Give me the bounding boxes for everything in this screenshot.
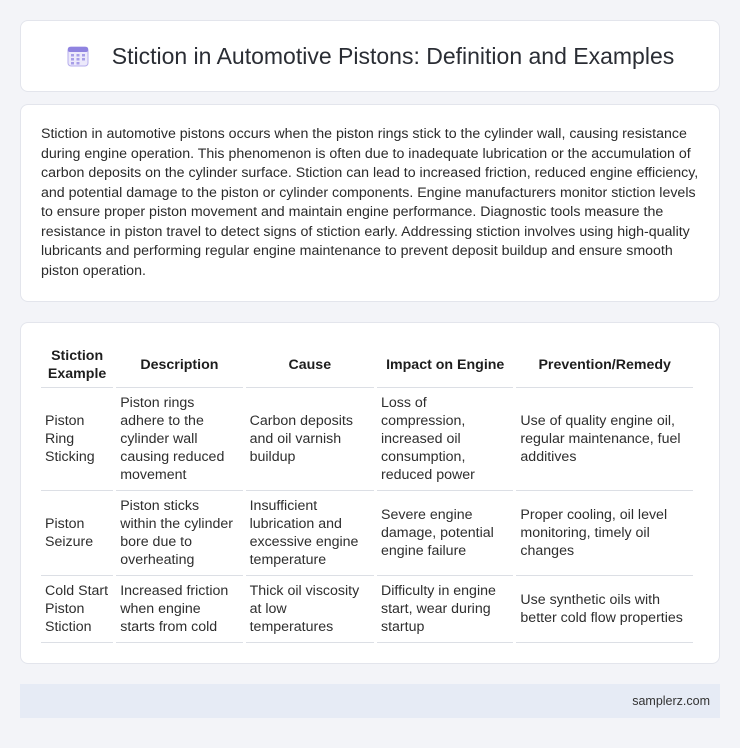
table-row bbox=[41, 388, 693, 491]
intro-paragraph: Stiction in automotive pistons occurs when the piston rings stick to the cylinder wall, causing resistance during engine operation. This phenomenon is often due to inadequate lubrication or the accumulation of carbon deposits on the cylinder surface. Stiction can lead to increased friction, reduced engine efficiency, and potential damage to the piston or cylinder components. Engine manufacturers monitor stiction levels to ensure proper piston movement and maintain engine performance. Diagnostic tools measure the resistance in piston travel to detect signs of stiction early. Addressing stiction involves using high-quality lubricants and performing regular engine maintenance to prevent deposit buildup and ensure smooth piston operation. bbox=[41, 126, 699, 279]
table-cell: Carbon deposits and oil varnish buildup bbox=[246, 388, 374, 491]
column-header: Impact on Engine bbox=[377, 343, 513, 388]
table-cell: Piston rings adhere to the cylinder wall causing reduced movement bbox=[116, 388, 242, 491]
table-cell: Loss of compression, increased oil consumption, reduced power bbox=[377, 388, 513, 491]
column-header: Cause bbox=[246, 343, 374, 388]
table-cell: Severe engine damage, potential engine failure bbox=[377, 491, 513, 576]
footer-site-link[interactable]: samplerz.com bbox=[632, 694, 710, 708]
column-header: Stiction Example bbox=[41, 343, 113, 388]
header-card bbox=[20, 20, 720, 92]
table-cell: Cold Start Piston Stiction bbox=[41, 576, 113, 643]
table-cell: Difficulty in engine start, wear during startup bbox=[377, 576, 513, 643]
table-row bbox=[41, 491, 693, 576]
intro-card bbox=[20, 104, 720, 302]
calendar-grid-icon bbox=[66, 44, 90, 68]
column-header: Description bbox=[116, 343, 242, 388]
table-header-row bbox=[41, 343, 693, 388]
table-row bbox=[41, 576, 693, 643]
stiction-table bbox=[38, 343, 696, 643]
table-cell: Piston Ring Sticking bbox=[41, 388, 113, 491]
table-cell: Insufficient lubrication and excessive engine temperature bbox=[246, 491, 374, 576]
page-title: Stiction in Automotive Pistons: Definition and Examples bbox=[111, 42, 675, 69]
table-card bbox=[20, 322, 720, 664]
table-cell: Piston sticks within the cylinder bore due to overheating bbox=[116, 491, 242, 576]
table-cell: Thick oil viscosity at low temperatures bbox=[246, 576, 374, 643]
table-cell: Use synthetic oils with better cold flow properties bbox=[516, 576, 693, 643]
column-header: Prevention/Remedy bbox=[516, 343, 693, 388]
footer-bar bbox=[20, 684, 720, 718]
table-cell: Proper cooling, oil level monitoring, timely oil changes bbox=[516, 491, 693, 576]
table-cell: Use of quality engine oil, regular maintenance, fuel additives bbox=[516, 388, 693, 491]
table-cell: Increased friction when engine starts from cold bbox=[116, 576, 242, 643]
table-cell: Piston Seizure bbox=[41, 491, 113, 576]
